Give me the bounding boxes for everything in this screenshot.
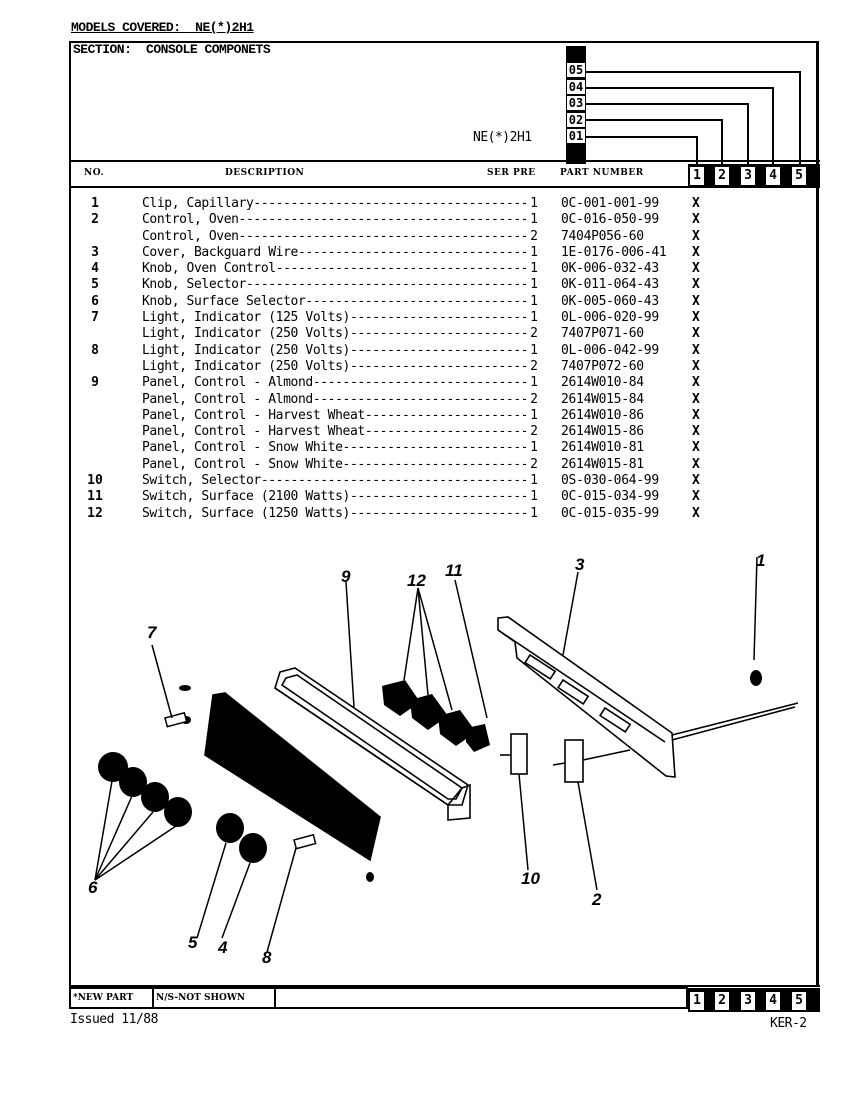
part-no: 8	[91, 342, 99, 358]
footer-model-col-2: 2	[714, 991, 730, 1011]
legend-new-part: *NEW PART	[69, 987, 154, 1009]
callout-2: 2	[592, 890, 602, 909]
part-no: 12	[87, 505, 103, 521]
models-covered-value: NE(*)2H1	[195, 20, 254, 35]
part-number: 2614W015-86	[561, 424, 644, 440]
model-col-2: 2	[714, 166, 730, 186]
part-description: Panel, Control - Harvest Wheat -----	[142, 424, 534, 440]
part-number: 7407P071-60	[561, 326, 644, 342]
part-description: Knob, Selector -----	[142, 277, 534, 293]
column-no: NO.	[84, 168, 105, 178]
callout-4: 4	[218, 938, 228, 957]
part-ser-pre: 1	[526, 408, 538, 424]
part-ser-pre: 2	[526, 229, 538, 245]
model-mark: X	[692, 212, 700, 228]
callout-5: 5	[188, 933, 198, 952]
part-ser-pre: 2	[526, 457, 538, 473]
part-number: 2614W010-86	[561, 407, 644, 423]
part-no: 1	[91, 196, 99, 211]
column-part-number: PART NUMBER	[560, 168, 644, 178]
part-description: Light, Indicator (250 Volts) -----	[142, 326, 534, 342]
model-mark: X	[692, 326, 700, 342]
part-ser-pre: 1	[526, 277, 538, 293]
part-number: 0K-011-064-43	[561, 277, 659, 293]
part-description: Panel, Control - Almond -----	[142, 375, 534, 391]
part-number: 2614W010-81	[561, 440, 644, 456]
part-description: Panel, Control - Snow White -----	[142, 440, 534, 456]
part-description: Knob, Surface Selector -----	[142, 294, 534, 310]
model-mark: X	[692, 424, 700, 440]
part-description: Switch, Selector -----	[142, 473, 534, 489]
column-description: DESCRIPTION	[225, 168, 305, 178]
legend-not-shown: N/S-NOT SHOWN	[152, 987, 276, 1009]
part-ser-pre: 1	[526, 294, 538, 310]
part-number: 0S-030-064-99	[561, 473, 659, 489]
model-mark: X	[692, 391, 700, 407]
part-description: Panel, Control - Almond -----	[142, 392, 534, 408]
footer-model-col-4: 4	[765, 991, 781, 1011]
footer-model-col-5: 5	[791, 991, 807, 1011]
model-mark: X	[692, 375, 700, 391]
part-number: 7407P072-60	[561, 358, 644, 374]
part-ser-pre: 2	[526, 359, 538, 375]
part-number: 2614W015-84	[561, 391, 644, 407]
model-col-5: 5	[791, 166, 807, 186]
part-number: 2614W015-81	[561, 456, 644, 472]
part-ser-pre: 1	[526, 212, 538, 228]
part-ser-pre: 1	[526, 343, 538, 359]
model-mark: X	[692, 244, 700, 260]
callout-1: 1	[756, 551, 766, 570]
model-mark: X	[692, 440, 700, 456]
callout-6: 6	[88, 878, 98, 897]
part-description: Switch, Surface (1250 Watts) -----	[142, 506, 534, 522]
part-description: Clip, Capillary -----	[142, 196, 534, 212]
part-number: 7404P056-60	[561, 228, 644, 244]
surface-switches-illustration	[382, 680, 490, 752]
model-mark: X	[692, 277, 700, 293]
part-no: 10	[87, 473, 103, 489]
part-description: Control, Oven -----	[142, 212, 534, 228]
part-description: Panel, Control - Harvest Wheat -----	[142, 408, 534, 424]
part-ser-pre: 1	[526, 310, 538, 326]
callout-3: 3	[575, 555, 585, 574]
model-mark: X	[692, 407, 700, 423]
part-number: 0C-001-001-99	[561, 196, 659, 211]
model-mark: X	[692, 261, 700, 277]
model-code-02: 02	[568, 113, 584, 127]
model-mark: X	[692, 310, 700, 326]
part-description: Panel, Control - Snow White -----	[142, 457, 534, 473]
part-number: 0K-006-032-43	[561, 261, 659, 277]
part-no: 9	[91, 375, 99, 391]
part-number: 2614W010-84	[561, 375, 644, 391]
model-code-03: 03	[568, 96, 584, 110]
footer-model-col-3: 3	[740, 991, 756, 1011]
model-mark: X	[692, 196, 700, 211]
callout-12: 12	[407, 571, 426, 590]
section-value: CONSOLE COMPONETS	[146, 42, 271, 57]
part-no: 2	[91, 212, 99, 228]
part-ser-pre: 1	[526, 489, 538, 505]
part-number: 0L-006-020-99	[561, 310, 659, 326]
model-code-01: 01	[568, 129, 584, 143]
part-ser-pre: 1	[526, 196, 538, 212]
part-ser-pre: 1	[526, 440, 538, 456]
part-no: 5	[91, 277, 99, 293]
callout-8: 8	[262, 948, 272, 967]
part-ser-pre: 1	[526, 261, 538, 277]
part-no: 4	[91, 261, 99, 277]
part-ser-pre: 1	[526, 506, 538, 522]
model-mark: X	[692, 505, 700, 521]
model-code-04: 04	[568, 80, 584, 94]
footer-model-col-1: 1	[689, 991, 705, 1011]
part-ser-pre: 1	[526, 245, 538, 261]
part-description: Control, Oven -----	[142, 229, 534, 245]
part-description: Knob, Oven Control -----	[142, 261, 534, 277]
callout-9: 9	[341, 567, 351, 586]
model-name: NE(*)2H1	[473, 130, 532, 145]
part-ser-pre: 2	[526, 392, 538, 408]
callout-11: 11	[445, 561, 463, 580]
part-description: Light, Indicator (250 Volts) -----	[142, 359, 534, 375]
column-ser-pre: SER PRE	[487, 168, 536, 178]
model-mark: X	[692, 228, 700, 244]
model-mark: X	[692, 358, 700, 374]
part-number: 0L-006-042-99	[561, 342, 659, 358]
part-description: Cover, Backguard Wire -----	[142, 245, 534, 261]
part-number: 1E-0176-006-41	[561, 244, 667, 260]
part-description: Light, Indicator (250 Volts) -----	[142, 343, 534, 359]
model-col-1: 1	[689, 166, 705, 186]
legend-blank	[274, 987, 688, 1009]
part-ser-pre: 2	[526, 424, 538, 440]
part-description: Switch, Surface (2100 Watts) -----	[142, 489, 534, 505]
model-mark: X	[692, 456, 700, 472]
callout-7: 7	[147, 623, 157, 642]
part-number: 0K-005-060-43	[561, 293, 659, 309]
part-ser-pre: 1	[526, 375, 538, 391]
part-no: 6	[91, 293, 99, 309]
callout-10: 10	[521, 869, 540, 888]
section-label: SECTION:	[73, 42, 132, 57]
model-mark: X	[692, 342, 700, 358]
page-id: KER-2	[770, 1016, 807, 1031]
model-mark: X	[692, 489, 700, 505]
part-ser-pre: 1	[526, 473, 538, 489]
part-number: 0C-015-034-99	[561, 489, 659, 505]
part-number: 0C-015-035-99	[561, 505, 659, 521]
part-ser-pre: 2	[526, 326, 538, 342]
model-col-3: 3	[740, 166, 756, 186]
model-col-4: 4	[765, 166, 781, 186]
part-no: 11	[87, 489, 103, 505]
model-mark: X	[692, 473, 700, 489]
part-description: Light, Indicator (125 Volts) -----	[142, 310, 534, 326]
part-number: 0C-016-050-99	[561, 212, 659, 228]
model-code-05: 05	[568, 63, 584, 77]
models-covered-label: MODELS COVERED:	[71, 20, 181, 35]
model-mark: X	[692, 293, 700, 309]
part-no: 7	[91, 310, 99, 326]
backguard-cover-illustration	[498, 617, 798, 777]
issued-date: Issued 11/88	[70, 1012, 158, 1027]
part-no: 3	[91, 244, 99, 260]
